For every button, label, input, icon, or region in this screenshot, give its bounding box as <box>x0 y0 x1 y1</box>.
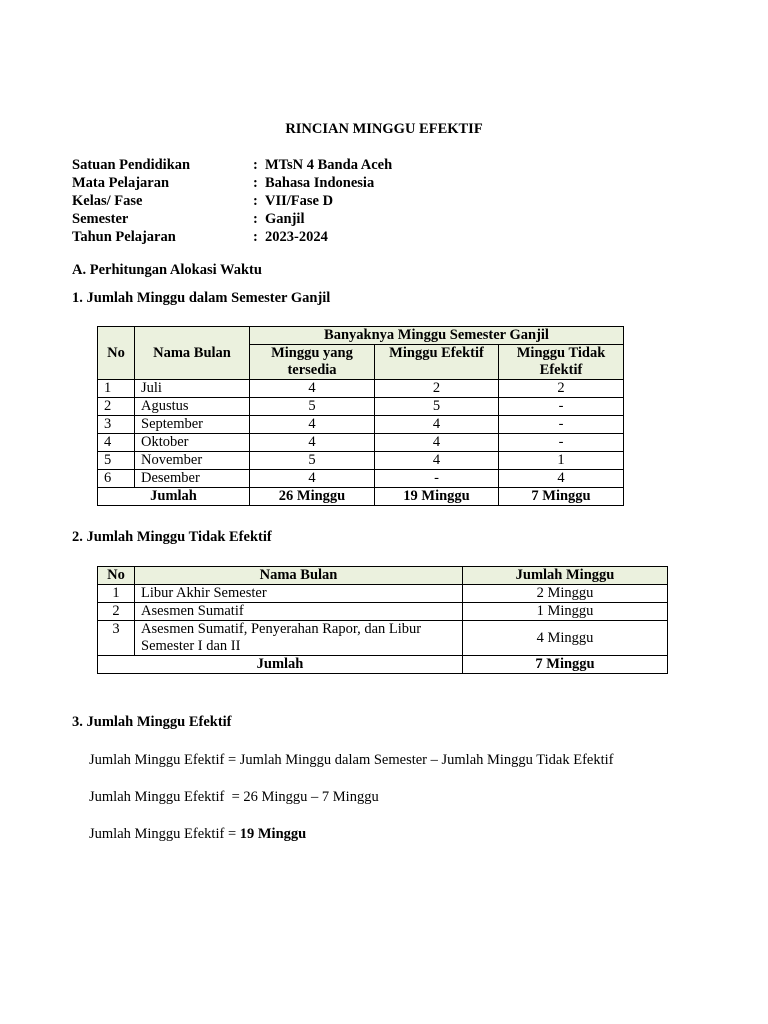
table-row <box>98 470 624 488</box>
info-colon: : <box>253 211 258 227</box>
header-tidak-efektif: Minggu Tidak Efektif <box>499 345 624 380</box>
cell-bulan: Desember <box>135 470 250 488</box>
cell-no: 3 <box>98 621 135 656</box>
cell-no: 5 <box>98 452 135 470</box>
document-title: RINCIAN MINGGU EFEKTIF <box>285 121 483 137</box>
cell-no: 2 <box>98 398 135 416</box>
cell-tersedia: 5 <box>250 398 375 416</box>
cell-efektif: 4 <box>375 452 499 470</box>
info-label: Tahun Pelajaran <box>72 229 176 245</box>
cell-jumlah: 1 Minggu <box>463 603 668 621</box>
formula-result-prefix: Jumlah Minggu Efektif = <box>89 826 240 842</box>
table-row <box>98 380 624 398</box>
info-value: Bahasa Indonesia <box>265 175 375 191</box>
section-3-heading: 3. Jumlah Minggu Efektif <box>72 714 232 730</box>
table-total-row <box>98 488 624 506</box>
info-colon: : <box>253 229 258 245</box>
cell-efektif: 4 <box>375 416 499 434</box>
cell-tersedia: 4 <box>250 434 375 452</box>
total-efektif: 19 Minggu <box>375 488 499 506</box>
table-row <box>98 398 624 416</box>
cell-tidak: - <box>499 434 624 452</box>
cell-tidak: - <box>499 398 624 416</box>
header-group: Banyaknya Minggu Semester Ganjil <box>250 327 624 345</box>
header-no: No <box>98 327 135 380</box>
table-header-row <box>98 327 624 345</box>
total-jumlah: 7 Minggu <box>463 656 668 674</box>
total-tersedia: 26 Minggu <box>250 488 375 506</box>
non-effective-weeks-table <box>97 566 668 674</box>
info-label: Kelas/ Fase <box>72 193 143 209</box>
info-value: VII/Fase D <box>265 193 334 209</box>
info-label: Semester <box>72 211 129 227</box>
cell-efektif: 2 <box>375 380 499 398</box>
info-value: 2023-2024 <box>265 229 328 245</box>
table-row <box>98 585 668 603</box>
cell-no: 1 <box>98 380 135 398</box>
cell-tidak: 2 <box>499 380 624 398</box>
info-colon: : <box>253 175 258 191</box>
formula-substitution: Jumlah Minggu Efektif = 26 Minggu – 7 Minggu <box>89 789 379 805</box>
cell-bulan: September <box>135 416 250 434</box>
table-header-row <box>98 567 668 585</box>
cell-no: 4 <box>98 434 135 452</box>
cell-no: 6 <box>98 470 135 488</box>
info-colon: : <box>253 157 258 173</box>
cell-bulan: Juli <box>135 380 250 398</box>
cell-nama: Asesmen Sumatif <box>135 603 463 621</box>
cell-tidak: 1 <box>499 452 624 470</box>
cell-tersedia: 4 <box>250 380 375 398</box>
cell-efektif: - <box>375 470 499 488</box>
info-label: Satuan Pendidikan <box>72 157 191 173</box>
cell-jumlah: 2 Minggu <box>463 585 668 603</box>
semester-weeks-table <box>97 326 624 506</box>
header-efektif: Minggu Efektif <box>375 345 499 380</box>
info-value: Ganjil <box>265 211 305 227</box>
cell-efektif: 4 <box>375 434 499 452</box>
info-colon: : <box>253 193 258 209</box>
info-value: MTsN 4 Banda Aceh <box>265 157 393 173</box>
section-a-heading: A. Perhitungan Alokasi Waktu <box>72 262 262 278</box>
table-row <box>98 603 668 621</box>
header-no: No <box>98 567 135 585</box>
cell-no: 2 <box>98 603 135 621</box>
section-1-heading: 1. Jumlah Minggu dalam Semester Ganjil <box>72 290 331 306</box>
cell-bulan: November <box>135 452 250 470</box>
table-total-row <box>98 656 668 674</box>
table-row <box>98 621 668 656</box>
cell-jumlah: 4 Minggu <box>463 621 668 656</box>
cell-bulan: Agustus <box>135 398 250 416</box>
total-label: Jumlah <box>98 656 463 674</box>
cell-tidak: - <box>499 416 624 434</box>
cell-efektif: 5 <box>375 398 499 416</box>
info-label: Mata Pelajaran <box>72 175 170 191</box>
cell-bulan: Oktober <box>135 434 250 452</box>
total-label: Jumlah <box>98 488 250 506</box>
cell-nama: Libur Akhir Semester <box>135 585 463 603</box>
table-row <box>98 434 624 452</box>
header-tersedia: Minggu yang tersedia <box>250 345 375 380</box>
total-tidak: 7 Minggu <box>499 488 624 506</box>
section-2-heading: 2. Jumlah Minggu Tidak Efektif <box>72 529 272 545</box>
formula-result <box>89 826 306 843</box>
header-nama-bulan: Nama Bulan <box>135 327 250 380</box>
header-jumlah-minggu: Jumlah Minggu <box>463 567 668 585</box>
table-row <box>98 452 624 470</box>
formula-result-value: 19 Minggu <box>239 826 307 842</box>
table-row <box>98 416 624 434</box>
cell-tersedia: 4 <box>250 416 375 434</box>
cell-nama: Asesmen Sumatif, Penyerahan Rapor, dan Libur Semester I dan II <box>135 621 463 656</box>
formula-general: Jumlah Minggu Efektif = Jumlah Minggu dalam Semester – Jumlah Minggu Tidak Efektif <box>89 752 614 768</box>
header-nama-bulan: Nama Bulan <box>135 567 463 585</box>
cell-tersedia: 5 <box>250 452 375 470</box>
cell-no: 1 <box>98 585 135 603</box>
cell-tersedia: 4 <box>250 470 375 488</box>
cell-tidak: 4 <box>499 470 624 488</box>
cell-no: 3 <box>98 416 135 434</box>
